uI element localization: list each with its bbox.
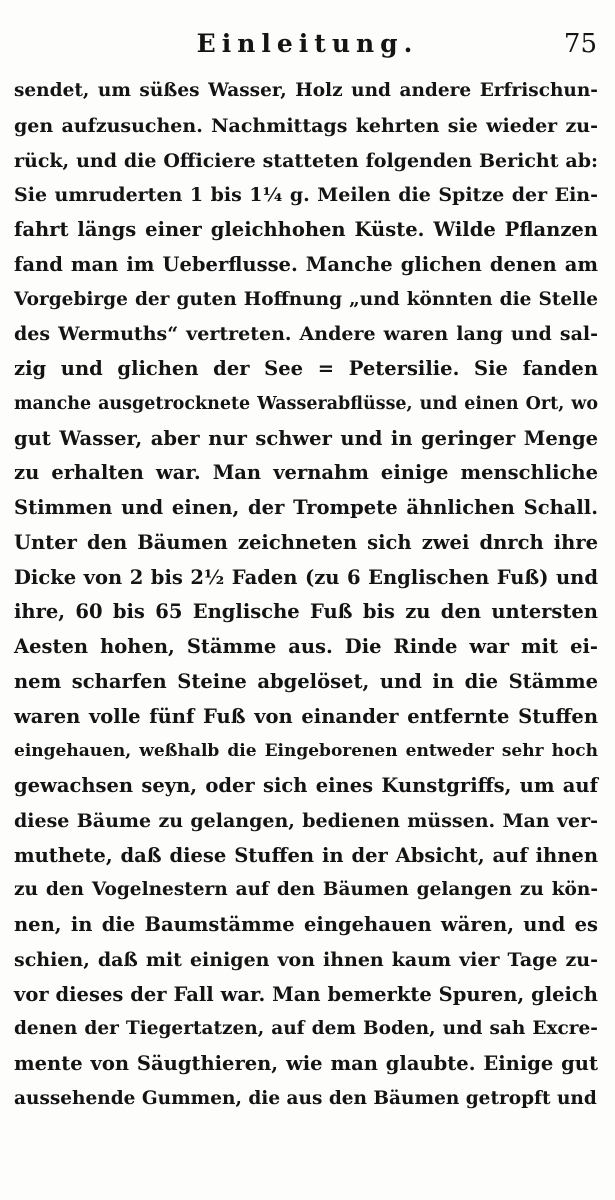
text-line: Dicke von 2 bis 2½ Faden (zu 6 Englischen Fuß) und [14, 565, 598, 589]
text-line: fahrt längs einer gleichhohen Küste. Wilde Pflanzen [14, 218, 598, 241]
text-line: Unter den Bäumen zeichneten sich zwei dnrch ihre [14, 530, 598, 554]
text-line: nem scharfen Steine abgelöset, und in die Stämme [14, 669, 598, 693]
text-line: Aesten hohen, Stämme aus. Die Rinde war mit ei- [14, 635, 598, 658]
body-text [14, 74, 598, 1117]
page-number: 75 [563, 29, 597, 59]
text-line: rück, und die Officiere statteten folgenden Bericht ab: [14, 149, 598, 172]
text-line: zu den Vogelnestern auf den Bäumen gelangen zu kön- [14, 879, 598, 901]
text-line: muthete, daß diese Stuffen in der Absicht, auf ihnen [14, 843, 598, 867]
text-line: zig und glichen der See = Petersilie. Sie fanden [14, 357, 598, 380]
text-line: gewachsen seyn, oder sich eines Kunstgriffs, um auf [14, 774, 598, 797]
text-line: denen der Tiegertatzen, auf dem Boden, und sah Excre- [14, 1018, 598, 1040]
text-line: aussehende Gummen, die aus den Bäumen getropft und [14, 1087, 597, 1109]
running-head [0, 26, 615, 62]
text-line: manche ausgetrocknete Wasserabflüsse, und einen Ort, wo [14, 393, 598, 414]
text-line: Stimmen und einen, der Trompete ähnlichen Schall. [14, 496, 598, 519]
chapter-heading: Einleitung. [196, 29, 419, 58]
text-line: diese Bäume zu gelangen, bedienen müssen. Man ver- [14, 809, 598, 832]
text-line: nen, in die Baumstämme eingehauen wären, und es [14, 913, 598, 936]
text-line: Vorgebirge der guten Hoffnung „und könnten die Stelle [14, 288, 598, 310]
text-line: eingehauen, weßhalb die Eingeborenen entweder sehr hoch [14, 741, 598, 762]
text-line: Sie umruderten 1 bis 1¼ g. Meilen die Spitze der Ein- [14, 184, 598, 207]
text-line: des Wermuths“ vertreten. Andere waren lang und sal- [14, 323, 598, 346]
text-line: sendet, um süßes Wasser, Holz und andere Erfrischun- [14, 80, 598, 101]
text-line: schien, daß mit einigen von ihnen kaum vier Tage zu- [14, 948, 598, 971]
text-line: vor dieses der Fall war. Man bemerkte Spuren, gleich [14, 982, 598, 1006]
text-line: fand man im Ueberflusse. Manche glichen denen am [14, 252, 598, 276]
text-line: waren volle fünf Fuß von einander entfernte Stuffen [14, 704, 598, 728]
text-line: gen aufzusuchen. Nachmittags kehrten sie wieder zu- [14, 114, 598, 137]
text-line: zu erhalten war. Man vernahm einige menschliche [14, 461, 598, 485]
text-line: gut Wasser, aber nur schwer und in geringer Menge [14, 426, 598, 450]
text-line: mente von Säugthieren, wie man glaubte. Einige gut [14, 1052, 598, 1075]
text-line: ihre, 60 bis 65 Englische Fuß bis zu den untersten [14, 600, 598, 624]
